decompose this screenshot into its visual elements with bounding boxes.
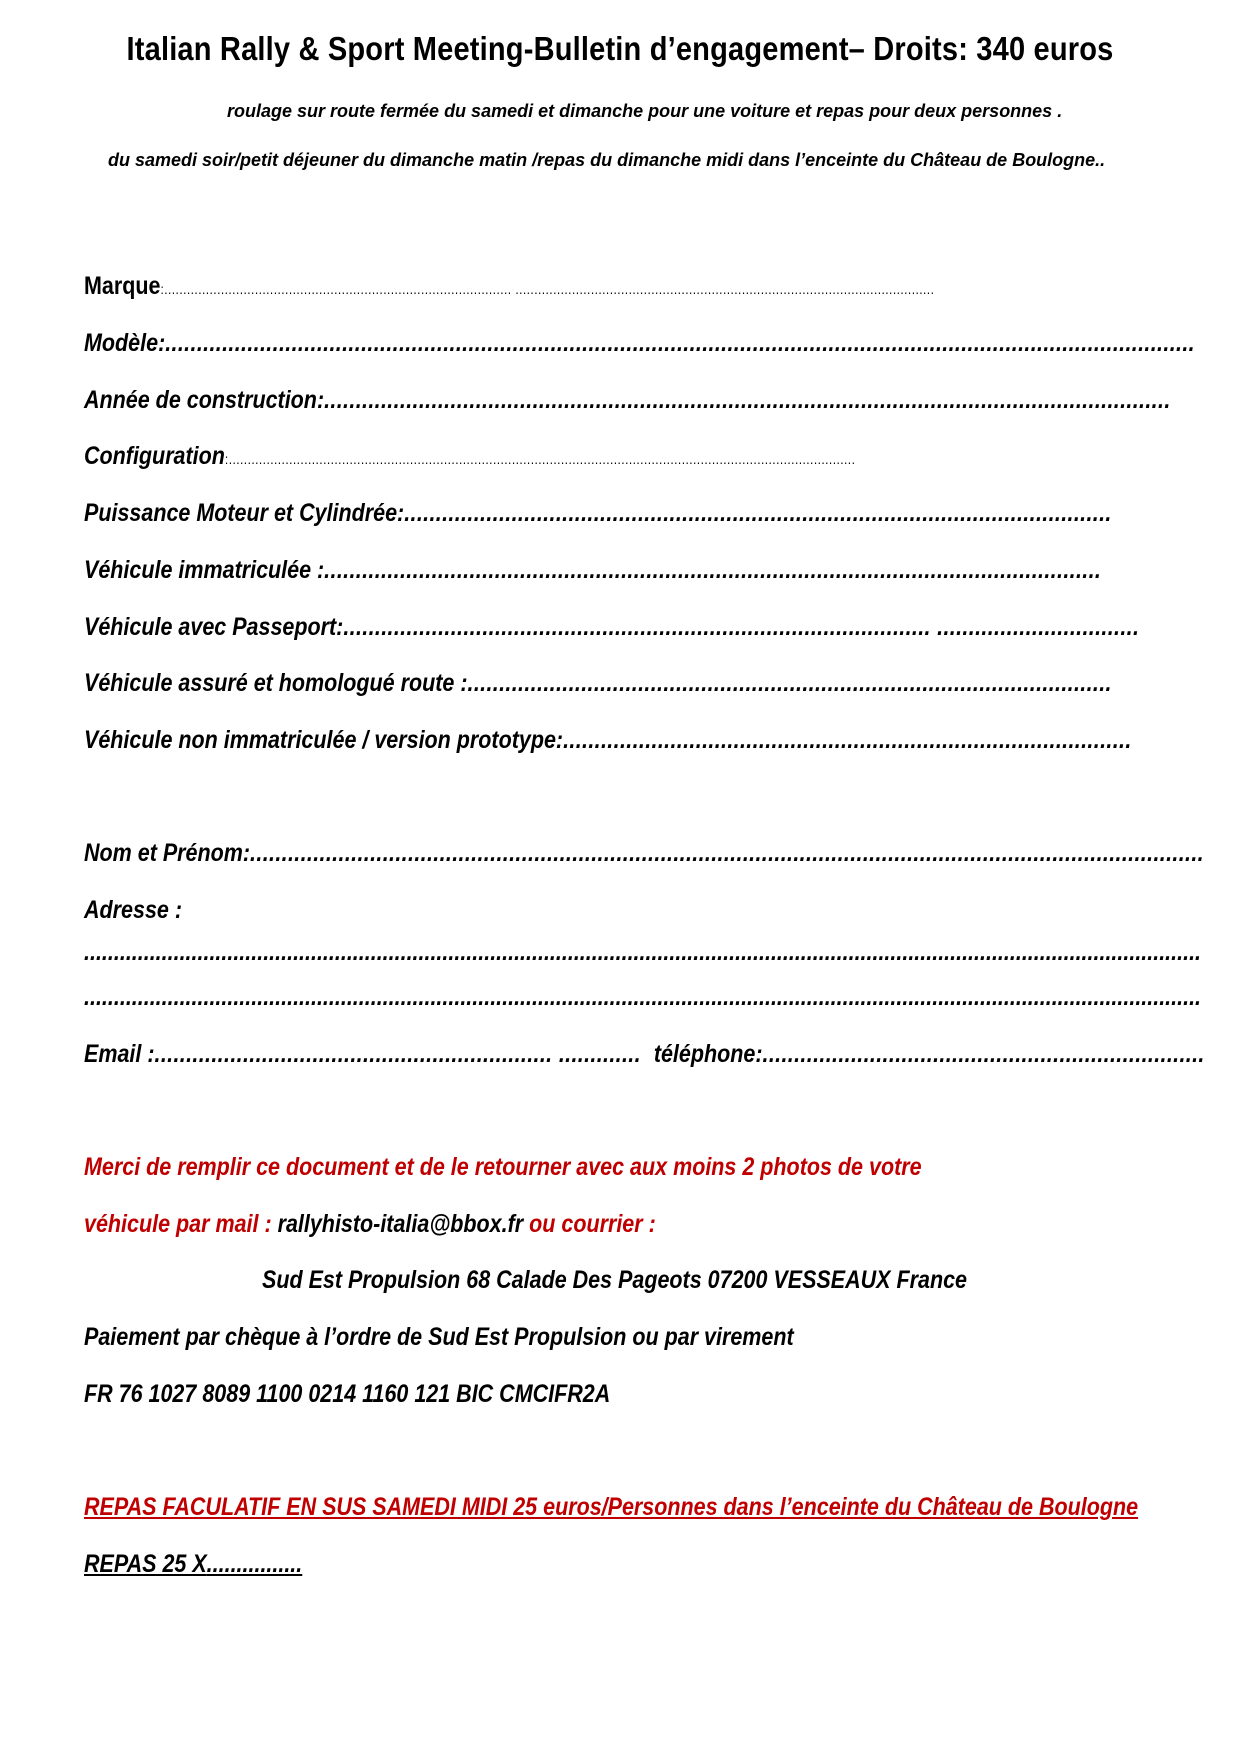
meal-count-blank[interactable]: ................ <box>206 1550 303 1578</box>
field-contact[interactable] <box>84 1040 1205 1069</box>
meal-count-label: REPAS 25 X <box>84 1550 207 1578</box>
field-nom-blank[interactable]: ....................................................................................................................................................... <box>250 839 1204 867</box>
field-nom[interactable] <box>84 839 1204 868</box>
field-adresse-label: Adresse : <box>84 896 182 924</box>
field-puissance-blank[interactable]: ................................................................................................................ <box>404 499 1112 527</box>
field-prototype[interactable] <box>84 726 1132 755</box>
field-telephone-blank[interactable]: ...................................................................... <box>762 1040 1205 1068</box>
payment-info: Paiement par chèque à l’ordre de Sud Est Propulsion ou par virement <box>84 1323 794 1351</box>
field-modele[interactable] <box>84 329 1195 358</box>
field-immatriculee[interactable] <box>84 556 1101 585</box>
bank-details: FR 76 1027 8089 1100 0214 1160 121 BIC CMCIFR2A <box>84 1380 611 1408</box>
field-passeport[interactable] <box>84 613 1139 642</box>
field-assure[interactable] <box>84 669 1112 698</box>
meal-count-field[interactable] <box>84 1550 302 1579</box>
field-adresse-line-1[interactable]: ........................................................................................................................................................................................... <box>84 938 1202 966</box>
field-immatriculee-blank[interactable]: ........................................................................................................................... <box>324 556 1102 584</box>
field-passeport-blank[interactable]: ............................................................................................. ................................ <box>343 613 1140 641</box>
postal-address: Sud Est Propulsion 68 Calade Des Pageots 07200 VESSEAUX France <box>262 1266 967 1294</box>
contact-email-link[interactable]: rallyhisto-italia@bbox.fr <box>277 1210 524 1238</box>
field-annee[interactable] <box>84 386 1171 415</box>
field-adresse-line-2[interactable]: ........................................................................................................................................................................................... <box>84 983 1202 1011</box>
field-annee-label: Année de construction: <box>84 386 325 414</box>
field-passeport-label: Véhicule avec Passeport: <box>84 613 344 641</box>
page-title: Italian Rally & Sport Meeting-Bulletin d’engagement– Droits: 340 euros <box>126 30 1114 67</box>
instructions-post-label: ou courrier : <box>523 1210 656 1238</box>
instructions-mail-label: véhicule par mail : <box>84 1210 278 1238</box>
field-nom-label: Nom et Prénom: <box>84 839 251 867</box>
field-assure-blank[interactable]: ...................................................................................................... <box>467 669 1112 697</box>
field-assure-label: Véhicule assuré et homologué route : <box>84 669 468 697</box>
field-configuration-label: Configuration <box>84 442 225 470</box>
field-modele-label: Modèle: <box>84 329 166 357</box>
subtitle-line-1: roulage sur route fermée du samedi et dimanche pour une voiture et repas pour deux personnes . <box>227 101 1063 121</box>
field-puissance[interactable] <box>84 499 1112 528</box>
field-configuration[interactable] <box>84 442 855 471</box>
field-email-blank[interactable]: ............................................................... ............. <box>154 1040 641 1068</box>
field-modele-blank[interactable]: ................................................................................................................................................................... <box>165 329 1195 357</box>
field-telephone-label: téléphone: <box>653 1040 763 1068</box>
field-prototype-blank[interactable]: .......................................................................................... <box>563 726 1132 754</box>
optional-meal-notice: REPAS FACULATIF EN SUS SAMEDI MIDI 25 euros/Personnes dans l’enceinte du Château de Boulogne <box>84 1493 1139 1521</box>
field-marque-blank[interactable]: :............................................................................................ ............................................................................................................... <box>160 281 935 297</box>
field-marque[interactable] <box>84 272 934 301</box>
field-immatriculee-label: Véhicule immatriculée : <box>84 556 325 584</box>
field-annee-blank[interactable]: ...................................................................................................................................... <box>324 386 1171 414</box>
field-email-label: Email : <box>84 1040 155 1068</box>
subtitle-line-2: du samedi soir/petit déjeuner du dimanche matin /repas du dimanche midi dans l’enceinte du Château de Boulogne.. <box>108 150 1106 170</box>
field-configuration-blank[interactable]: :...................................................................................................................................................................... <box>224 451 856 467</box>
field-marque-label: Marque <box>84 272 161 300</box>
instructions-line-2 <box>84 1210 656 1239</box>
field-prototype-label: Véhicule non immatriculée / version prototype: <box>84 726 564 754</box>
instructions-line-1: Merci de remplir ce document et de le retourner avec aux moins 2 photos de votre <box>84 1153 922 1181</box>
field-puissance-label: Puissance Moteur et Cylindrée: <box>84 499 405 527</box>
